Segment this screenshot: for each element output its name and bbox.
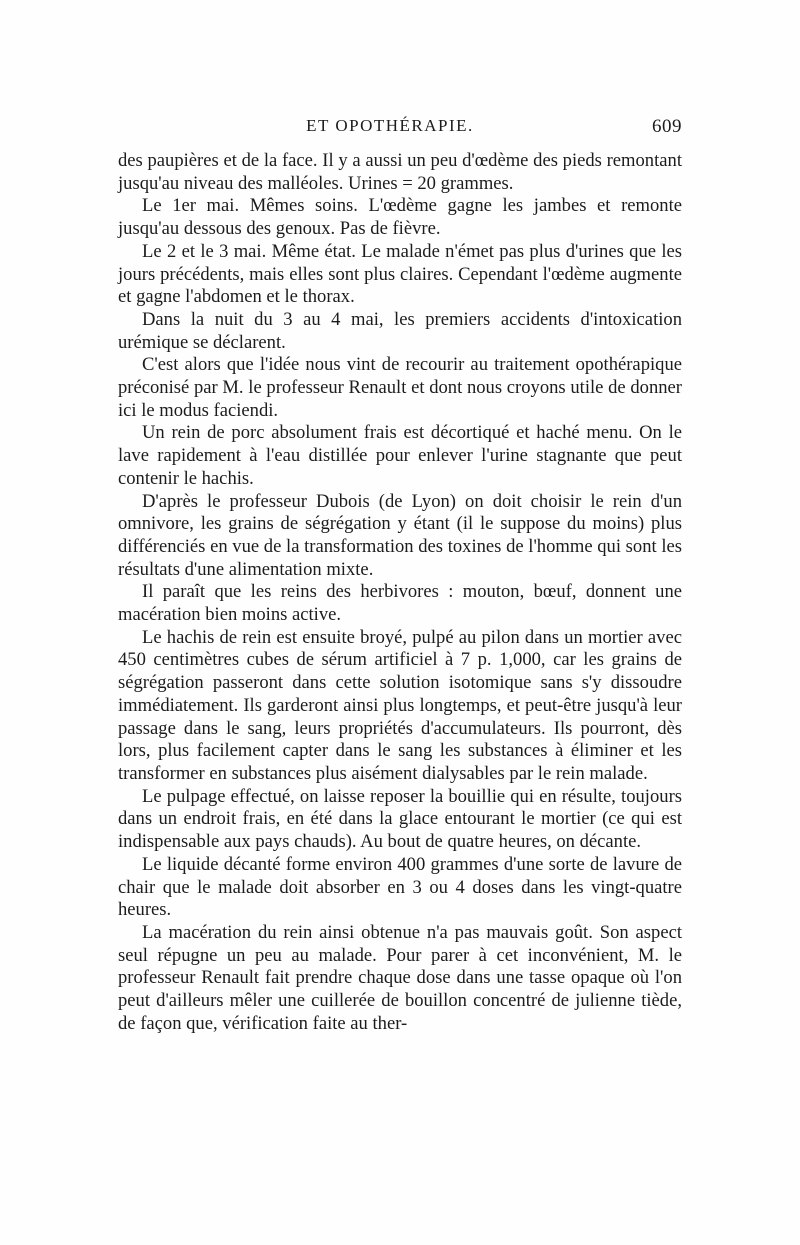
- page-number: 609: [652, 116, 682, 137]
- paragraph: D'après le professeur Dubois (de Lyon) on doit choisir le rein d'un omnivore, les grains de ségrégation y étant (il le suppose du moins) plus différenciés en vue de la transformation des toxines de l'homme qui sont les résultats d'une alimentation mixte.: [118, 490, 682, 580]
- paragraph: La macération du rein ainsi obtenue n'a pas mauvais goût. Son aspect seul répugne un peu au malade. Pour parer à cet inconvénient, M. le professeur Renault fait prendre chaque dose dans une tasse opaque où l'on peut d'ailleurs mêler une cuillerée de bouillon concentré de julienne tiède, de façon que, vérification faite au ther-: [118, 921, 682, 1034]
- paragraph: Le hachis de rein est ensuite broyé, pulpé au pilon dans un mortier avec 450 centimètres cubes de sérum artificiel à 7 p. 1,000, car les grains de ségrégation passeront dans cette solution isotomique sans s'y dissoudre immédiatement. Ils garderont ainsi plus longtemps, et peut-être jusqu'à leur passage dans le sang, leurs propriétés d'accumulateurs. Ils pourront, dès lors, plus facilement capter dans le sang les substances à éliminer et les transformer en substances plus aisément dialysables par le rein malade.: [118, 626, 682, 784]
- paragraph: des paupières et de la face. Il y a aussi un peu d'œdème des pieds remontant jusqu'au niveau des malléoles. Urines = 20 grammes.: [118, 150, 682, 194]
- book-page: [118, 112, 682, 1035]
- paragraph: Le pulpage effectué, on laisse reposer la bouillie qui en résulte, toujours dans un endroit frais, en été dans la glace entourant le mortier (ce qui est indispensable aux pays chauds). Au bout de quatre heures, on décante.: [118, 785, 682, 853]
- running-title: ET OPOTHÉRAPIE.: [306, 116, 474, 135]
- paragraph: C'est alors que l'idée nous vint de recourir au traitement opothérapique préconisé par M. le professeur Renault et dont nous croyons utile de donner ici le modus faciendi.: [118, 354, 682, 421]
- paragraph: Le 1er mai. Mêmes soins. L'œdème gagne les jambes et remonte jusqu'au dessous des genoux. Pas de fièvre.: [118, 195, 682, 240]
- paragraph: Dans la nuit du 3 au 4 mai, les premiers accidents d'intoxication urémique se déclarent.: [118, 308, 682, 353]
- running-header: [118, 112, 682, 142]
- paragraph: Un rein de porc absolument frais est décortiqué et haché menu. On le lave rapidement à l'eau distillée pour enlever l'urine stagnante que peut contenir le hachis.: [118, 422, 682, 489]
- paragraph: Le 2 et le 3 mai. Même état. Le malade n'émet pas plus d'urines que les jours précédents, mais elles sont plus claires. Cependant l'œdème augmente et gagne l'abdomen et le thorax.: [118, 240, 682, 308]
- body-text: [118, 150, 682, 1035]
- paragraph: Le liquide décanté forme environ 400 grammes d'une sorte de lavure de chair que le malade doit absorber en 3 ou 4 doses dans les vingt-quatre heures.: [118, 853, 682, 921]
- paragraph: Il paraît que les reins des herbivores : mouton, bœuf, donnent une macération bien moins active.: [118, 581, 682, 626]
